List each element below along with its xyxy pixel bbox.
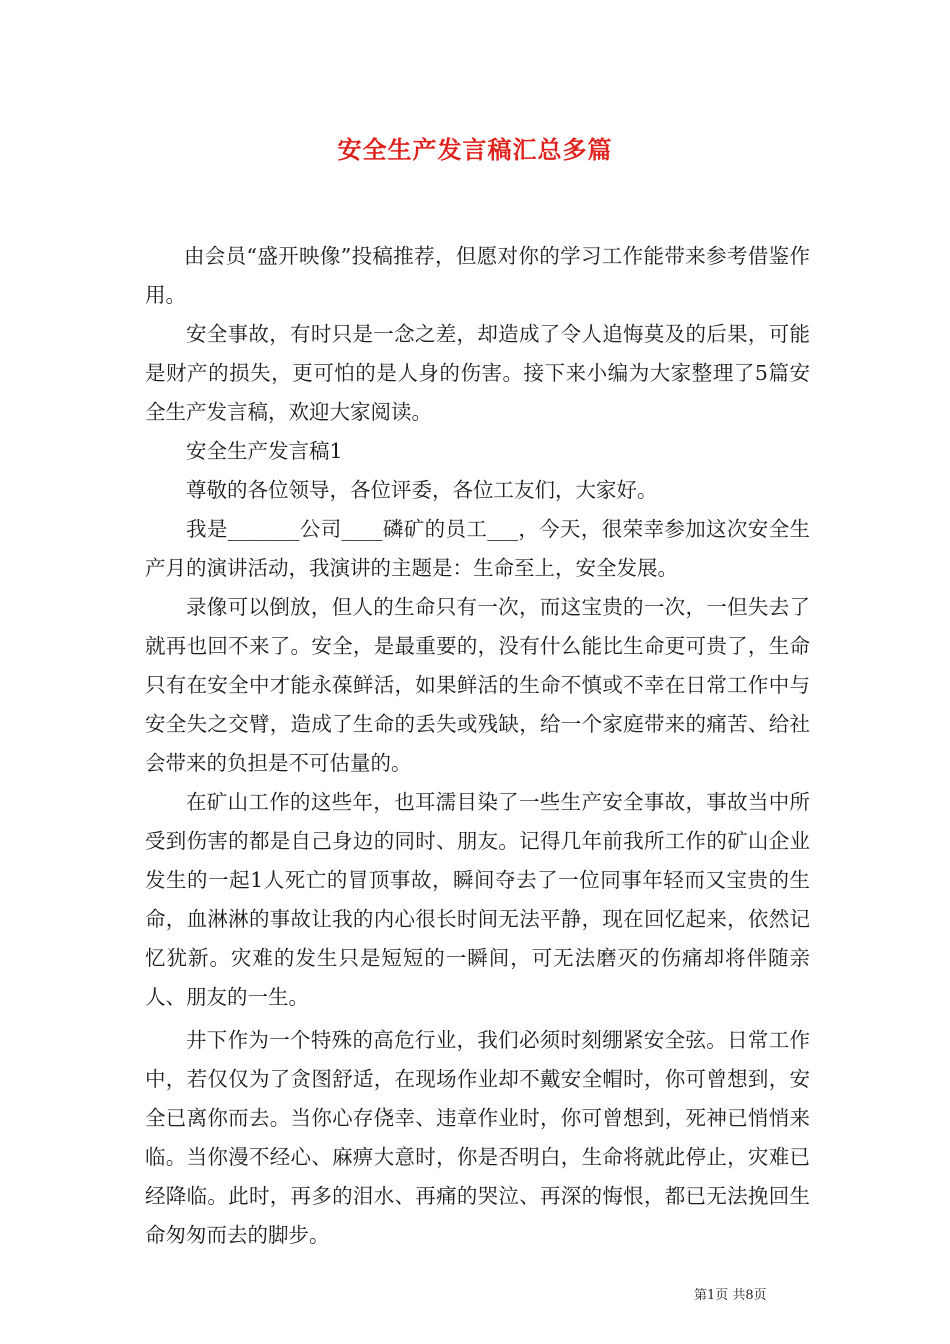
document-title: 安全生产发言稿汇总多篇 — [337, 135, 613, 164]
paragraph-intro: 由会员“盛开映像”投稿推荐，但愿对你的学习工作能带来参考借鉴作用。 — [145, 244, 810, 307]
paragraph: 录像可以倒放，但人的生命只有一次，而这宝贵的一次，一但失去了就再也回不来了。安全，是最重要的，没有什么能比生命更可贵了，生命只有在安全中才能永葆鲜活，如果鲜活的生命不慎或不幸在日常工作中与安全失之交臂，造成了生命的丢失或残缺，给一个家庭带来的痛苦、给社会带来的负担是不可估量的。 — [145, 595, 810, 775]
paragraph: 我是_______公司____磷矿的员工___，今天，很荣幸参加这次安全生产月的演讲活动，我演讲的主题是：生命至上，安全发展。 — [145, 517, 810, 580]
paragraph: 尊敬的各位领导，各位评委，各位工友们，大家好。 — [186, 478, 658, 502]
paragraph: 在矿山工作的这些年，也耳濡目染了一些生产安全事故，事故当中所受到伤害的都是自己身边的同时、朋友。记得几年前我所工作的矿山企业发生的一起1人死亡的冒顶事故，瞬间夺去了一位同事年轻而又宝贵的生命，血淋淋的事故让我的内心很长时间无法平静，现在回忆起来，依然记忆犹新。灾难的发生只是短短的一瞬间，可无法磨灭的伤痛却将伴随亲人、朋友的一生。 — [145, 790, 810, 1009]
page-number-footer: 第1页 共8页 — [694, 1288, 767, 1303]
paragraph: 安全事故，有时只是一念之差，却造成了令人追悔莫及的后果，可能是财产的损失，更可怕的是人身的伤害。接下来小编为大家整理了5篇安全生产发言稿，欢迎大家阅读。 — [145, 322, 810, 424]
section-heading: 安全生产发言稿1 — [186, 439, 343, 463]
document-body — [145, 237, 810, 1255]
paragraph: 井下作为一个特殊的高危行业，我们必须时刻绷紧安全弦。日常工作中，若仅仅为了贪图舒适，在现场作业却不戴安全帽时，你可曾想到，安全已离你而去。当你心存侥幸、违章作业时，你可曾想到，死神已悄悄来临。当你漫不经心、麻痹大意时，你是否明白，生命将就此停止，灾难已经降临。此时，再多的泪水、再痛的哭泣、再深的悔恨，都已无法挽回生命匆匆而去的脚步。 — [145, 1028, 810, 1247]
